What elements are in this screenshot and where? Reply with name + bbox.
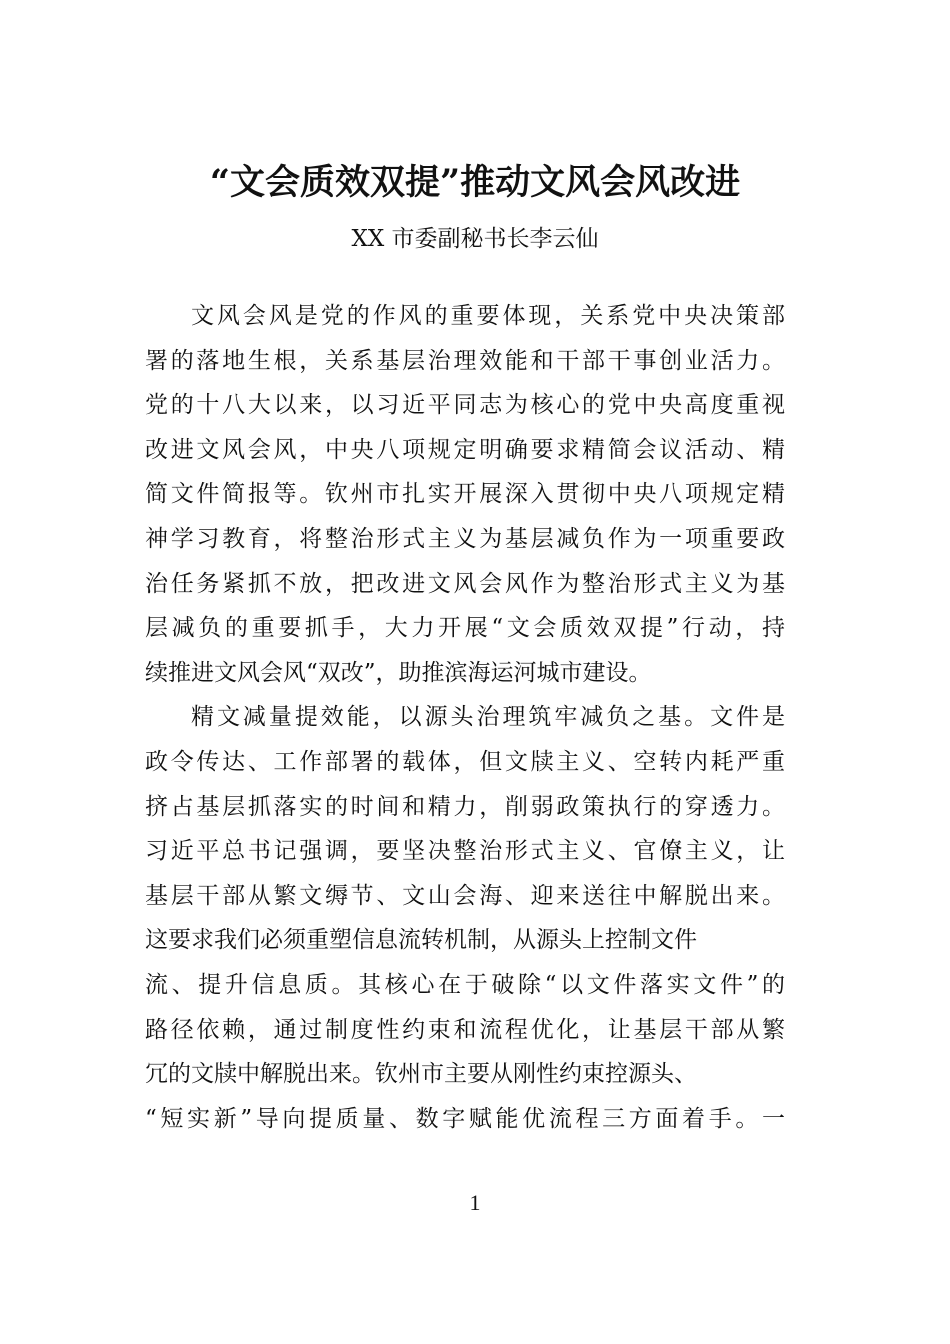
paragraph-line: 路径依赖，通过制度性约束和流程优化，让基层干部从繁 <box>145 1016 785 1043</box>
paragraph-line: 党的十八大以来，以习近平同志为核心的党中央高度重视 <box>145 392 785 419</box>
paragraph-line: 续推进文风会风“双改”，助推滨海运河城市建设。 <box>145 659 652 686</box>
paragraph-line: 治任务紧抓不放，把改进文风会风作为整治形式主义为基 <box>145 570 785 597</box>
paragraph-line: 改进文风会风，中央八项规定明确要求精简会议活动、精 <box>145 436 785 463</box>
paragraph-1 <box>145 294 785 695</box>
paragraph-line: 流、提升信息质。其核心在于破除“以文件落实文件”的 <box>145 971 785 998</box>
paragraph-line: 政令传达、工作部署的载体，但文牍主义、空转内耗严重 <box>145 748 785 775</box>
paragraph-line: 署的落地生根，关系基层治理效能和干部干事创业活力。 <box>145 347 785 374</box>
paragraph-line: 简文件简报等。钦州市扎实开展深入贯彻中央八项规定精 <box>145 481 785 508</box>
paragraph-line: 习近平总书记强调，要坚决整治形式主义、官僚主义，让 <box>145 838 785 865</box>
paragraph-line: 层减负的重要抓手，大力开展“文会质效双提”行动，持 <box>145 615 785 642</box>
author-line: XX 市委副秘书长李云仙 <box>351 226 599 252</box>
paragraph-line: 文风会风是党的作风的重要体现，关系党中央决策部 <box>191 303 785 329</box>
paragraph-line: “短实新”导向提质量、数字赋能优流程三方面着手。一 <box>145 1105 785 1132</box>
page-number: 1 <box>469 1190 481 1215</box>
document-body <box>145 294 785 1141</box>
document-title: “文会质效双提”推动文风会风改进 <box>209 162 741 203</box>
paragraph-line: 基层干部从繁文缛节、文山会海、迎来送往中解脱出来。 <box>145 882 785 909</box>
paragraph-line: 这要求我们必须重塑信息流转机制，从源头上控制文件 <box>145 927 697 954</box>
paragraph-line: 冗的文牍中解脱出来。钦州市主要从刚性约束控源头、 <box>145 1061 697 1088</box>
paragraph-line: 神学习教育，将整治形式主义为基层减负作为一项重要政 <box>145 525 785 552</box>
paragraph-2 <box>145 695 785 1141</box>
paragraph-line: 挤占基层抓落实的时间和精力，削弱政策执行的穿透力。 <box>145 793 785 820</box>
paragraph-line: 精文减量提效能，以源头治理筑牢减负之基。文件是 <box>191 704 785 731</box>
